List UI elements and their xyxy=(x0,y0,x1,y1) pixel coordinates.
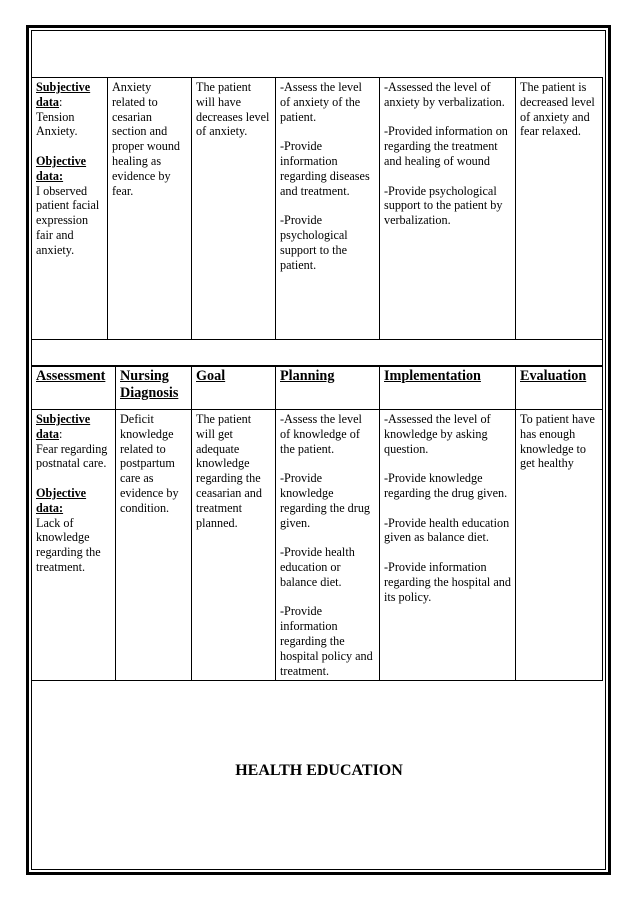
assessment-cell xyxy=(32,78,108,340)
blank-row xyxy=(32,340,603,367)
planning-item: -Assess the level of anxiety of the patient. xyxy=(280,80,362,124)
assessment-cell xyxy=(32,410,116,681)
subjective-data-label: Subjective data xyxy=(36,80,91,109)
table-row xyxy=(32,78,603,340)
planning-item: -Provide information regarding the hospital policy and treatment. xyxy=(280,604,373,678)
implementation-item: -Assessed the level of anxiety by verbalization. xyxy=(384,80,505,109)
evaluation-cell: The patient is decreased level of anxiety and fear relaxed. xyxy=(516,78,603,340)
planning-cell xyxy=(276,410,380,681)
subjective-data-text: Tension Anxiety. xyxy=(36,109,78,139)
objective-data-label: Objective data: xyxy=(36,153,87,183)
implementation-item: -Provide health education given as balance diet. xyxy=(384,515,510,545)
nursing-diagnosis-cell: Deficit knowledge related to postpartum care as evidence by condition. xyxy=(116,410,192,681)
evaluation-cell: To patient have has enough knowledge to get healthy xyxy=(516,410,603,681)
care-plan-table-knowledge xyxy=(31,365,603,681)
planning-item: -Provide psychological support to the patient. xyxy=(280,213,348,272)
objective-data-text: Lack of knowledge regarding the treatment. xyxy=(36,515,101,574)
planning-item: -Provide information regarding diseases and treatment. xyxy=(280,139,370,198)
care-plan-table-anxiety xyxy=(31,77,603,367)
header-assessment: Assessment xyxy=(32,366,116,410)
implementation-cell xyxy=(380,78,516,340)
table-header-row xyxy=(32,366,603,410)
header-evaluation: Evaluation xyxy=(516,366,603,410)
header-implementation: Implementation xyxy=(380,366,516,410)
table-row xyxy=(32,410,603,681)
objective-data-label: Objective data: xyxy=(36,485,87,515)
planning-item: -Provide health education or balance diet. xyxy=(280,545,355,589)
label-colon: : xyxy=(59,426,63,441)
implementation-item: -Provide psychological support to the patient by verbalization. xyxy=(384,183,503,228)
objective-data-text: I observed patient facial expression fair and anxiety. xyxy=(36,183,100,257)
implementation-item: -Provide information regarding the hospital and its policy. xyxy=(384,559,511,604)
header-goal: Goal xyxy=(192,366,276,410)
planning-item: -Provide knowledge regarding the drug given. xyxy=(280,471,371,530)
nursing-diagnosis-cell: Anxiety related to cesarian section and proper wound healing as evidence by fear. xyxy=(108,78,192,340)
implementation-item: -Provide knowledge regarding the drug given. xyxy=(384,471,508,500)
label-colon: : xyxy=(59,94,63,109)
planning-cell xyxy=(276,78,380,340)
implementation-item: -Assessed the level of knowledge by asking question. xyxy=(384,412,491,456)
section-title: HEALTH EDUCATION xyxy=(235,762,403,779)
implementation-cell xyxy=(380,410,516,681)
header-nursing-diagnosis: Nursing Diagnosis xyxy=(116,366,192,410)
goal-cell: The patient will have decreases level of anxiety. xyxy=(192,78,276,340)
planning-item: -Assess the level of knowledge of the patient. xyxy=(280,412,362,456)
implementation-item: -Provided information on regarding the treatment and healing of wound xyxy=(384,124,508,168)
subjective-data-label: Subjective data xyxy=(36,412,91,441)
blank-cell xyxy=(32,340,603,367)
goal-cell: The patient will get adequate knowledge regarding the ceasarian and treatment planned. xyxy=(192,410,276,681)
header-planning: Planning xyxy=(276,366,380,410)
subjective-data-text: Fear regarding postnatal care. xyxy=(36,441,108,471)
